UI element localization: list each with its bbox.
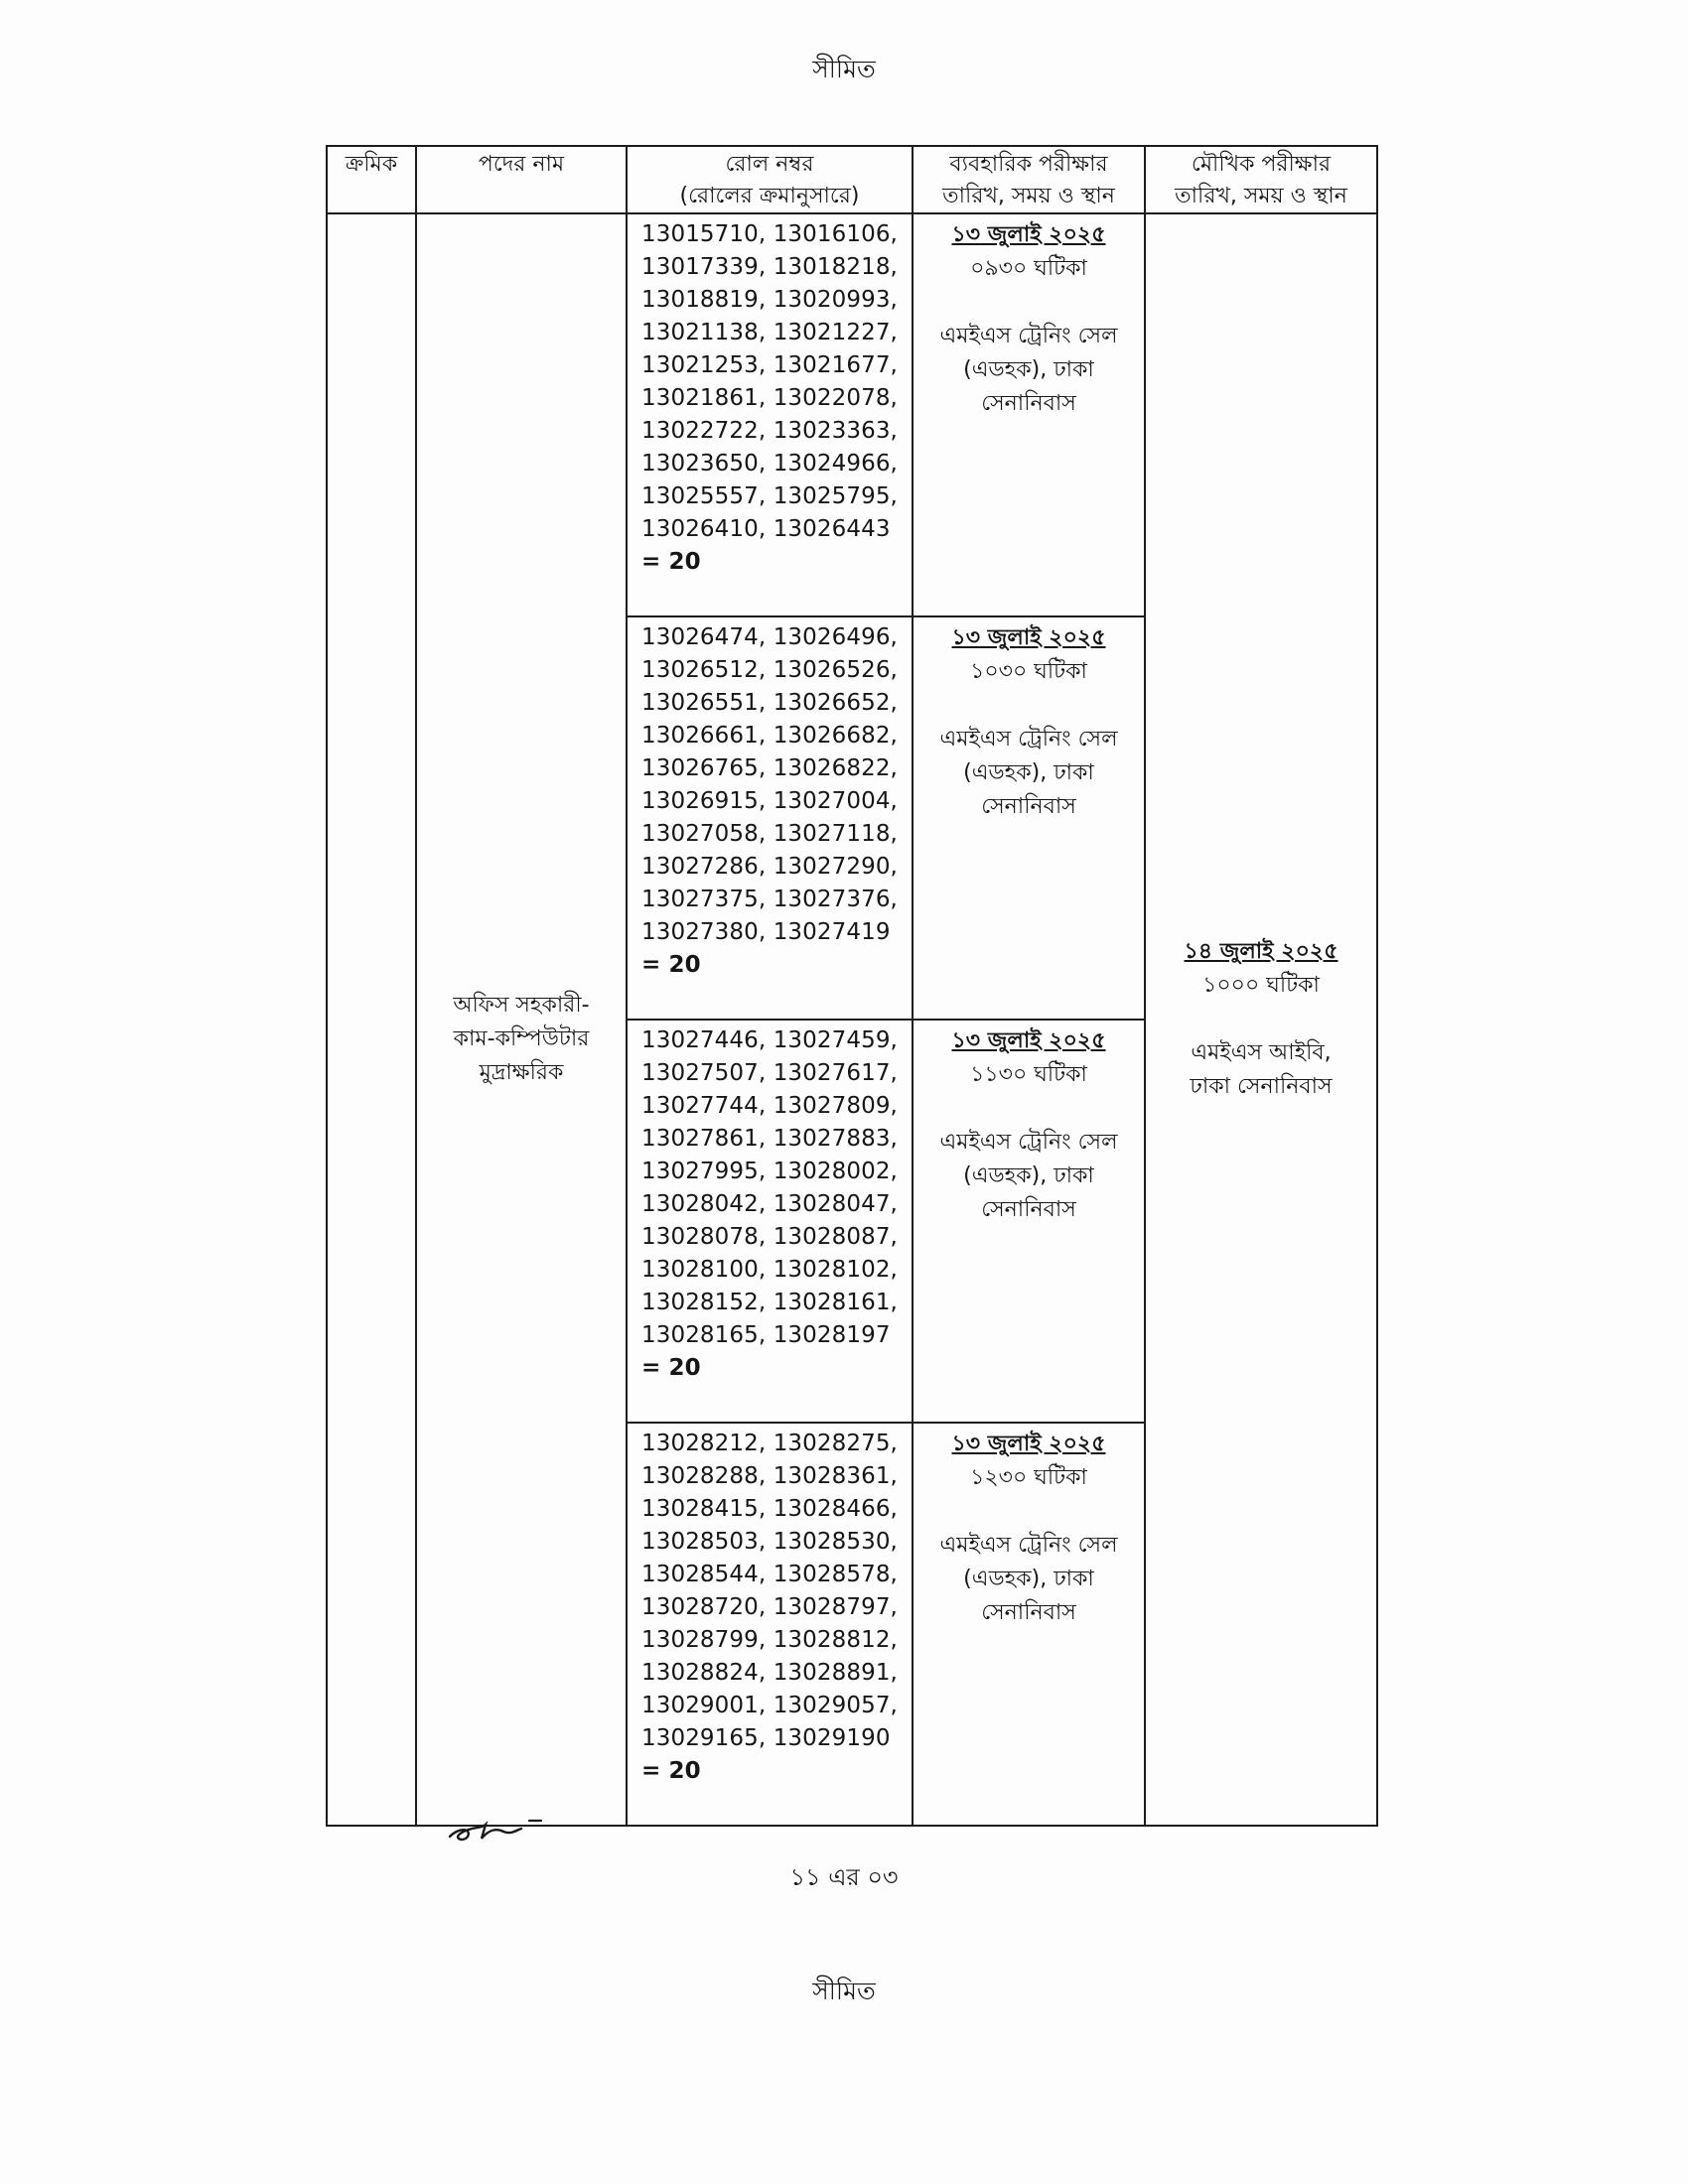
header-serial bbox=[327, 146, 416, 213]
roll-line: 13027058, 13027118, bbox=[641, 821, 898, 847]
practical-venue-line1: এমইএস ট্রেনিং সেল bbox=[939, 324, 1118, 348]
roll-line: 13015710, 13016106, bbox=[641, 221, 898, 247]
practical-venue-line3: সেনানিবাস bbox=[981, 1600, 1076, 1625]
roll-line: 13029001, 13029057, bbox=[641, 1693, 898, 1718]
spacer bbox=[914, 1092, 1144, 1126]
roll-line: 13027861, 13027883, bbox=[641, 1126, 898, 1152]
header-practical bbox=[913, 146, 1145, 213]
roll-line: 13025557, 13025795, bbox=[641, 483, 898, 509]
header-classification-mark: সীমিত bbox=[812, 55, 876, 83]
roll-line: 13028100, 13028102, bbox=[641, 1257, 898, 1283]
spacer bbox=[1146, 1003, 1376, 1036]
post-name-cell bbox=[416, 213, 627, 1826]
viva-time: ১০০০ ঘটিকা bbox=[1202, 973, 1320, 998]
roll-total: = 20 bbox=[641, 1758, 701, 1784]
roll-line: 13027380, 13027419 bbox=[641, 919, 891, 945]
roll-line: 13028824, 13028891, bbox=[641, 1660, 898, 1686]
roll-line: 13022722, 13023363, bbox=[641, 418, 898, 444]
roll-total: = 20 bbox=[641, 1355, 701, 1381]
practical-time: ১২৩০ ঘটিকা bbox=[970, 1465, 1087, 1490]
roll-total: = 20 bbox=[641, 549, 701, 575]
roll-line: 13028212, 13028275, bbox=[641, 1431, 898, 1456]
practical-cell-group-3 bbox=[913, 1020, 1145, 1423]
page-number: ১১ এর ০৩ bbox=[789, 1863, 899, 1891]
roll-line: 13028799, 13028812, bbox=[641, 1627, 898, 1653]
roll-line: 13027507, 13027617, bbox=[641, 1060, 898, 1086]
roll-line: 13027744, 13027809, bbox=[641, 1093, 898, 1119]
practical-venue-line2: (এডহক), ঢাকা bbox=[963, 760, 1094, 785]
header-viva bbox=[1145, 146, 1377, 213]
roll-cell-group-3 bbox=[627, 1020, 913, 1423]
roll-line: 13029165, 13029190 bbox=[641, 1725, 891, 1751]
header-viva-line1: মৌখিক পরীক্ষার bbox=[1191, 152, 1332, 177]
table-header-row bbox=[327, 146, 1377, 213]
practical-date: ১৩ জুলাই ২০২৫ bbox=[951, 1028, 1106, 1053]
header-practical-line1: ব্যবহারিক পরীক্ষার bbox=[949, 152, 1108, 177]
roll-line: 13027995, 13028002, bbox=[641, 1159, 898, 1184]
post-name-line3: মুদ্রাক্ষরিক bbox=[479, 1060, 564, 1085]
viva-date: ১৪ জুলাই ২০২৫ bbox=[1184, 939, 1338, 964]
spacer bbox=[914, 689, 1144, 723]
practical-cell-group-4 bbox=[913, 1423, 1145, 1826]
practical-venue-line3: সেনানিবাস bbox=[981, 794, 1076, 819]
practical-venue-line2: (এডহক), ঢাকা bbox=[963, 1567, 1094, 1591]
header-serial-text: ক্রমিক bbox=[345, 152, 398, 177]
roll-line: 13028720, 13028797, bbox=[641, 1594, 898, 1620]
practical-venue-line2: (এডহক), ঢাকা bbox=[963, 357, 1094, 382]
practical-date: ১৩ জুলাই ২০২৫ bbox=[951, 625, 1106, 650]
roll-line: 13021138, 13021227, bbox=[641, 320, 898, 345]
header-viva-line2: তারিখ, সময় ও স্থান bbox=[1175, 184, 1347, 208]
roll-line: 13018819, 13020993, bbox=[641, 287, 898, 313]
viva-venue-line1: এমইএস আইবি, bbox=[1191, 1040, 1332, 1065]
header-roll-line2: (রোলের ক্রমানুসারে) bbox=[679, 184, 860, 208]
practical-venue-line1: এমইএস ট্রেনিং সেল bbox=[939, 1533, 1118, 1558]
roll-line: 13026474, 13026496, bbox=[641, 624, 898, 650]
viva-venue-line2: ঢাকা সেনানিবাস bbox=[1190, 1074, 1333, 1099]
post-name-line1: অফিস সহকারী- bbox=[453, 993, 590, 1018]
header-roll-line1: রোল নম্বর bbox=[725, 152, 814, 177]
header-roll bbox=[627, 146, 913, 213]
practical-cell-group-1 bbox=[913, 213, 1145, 616]
roll-cell-group-1 bbox=[627, 213, 913, 616]
handwritten-signature-icon bbox=[442, 1799, 551, 1852]
footer-classification-mark: সীমিত bbox=[812, 1977, 876, 2005]
roll-line: 13028415, 13028466, bbox=[641, 1496, 898, 1522]
practical-venue-line1: এমইএস ট্রেনিং সেল bbox=[939, 727, 1118, 751]
roll-line: 13027286, 13027290, bbox=[641, 854, 898, 880]
roll-line: 13028288, 13028361, bbox=[641, 1463, 898, 1489]
roll-line: 13023650, 13024966, bbox=[641, 451, 898, 477]
practical-date: ১৩ জুলাই ২০২৫ bbox=[951, 222, 1106, 247]
roll-line: 13028152, 13028161, bbox=[641, 1290, 898, 1315]
header-post-text: পদের নাম bbox=[478, 152, 565, 177]
table-row bbox=[327, 213, 1377, 616]
practical-venue-line3: সেনানিবাস bbox=[981, 391, 1076, 416]
roll-line: 13021253, 13021677, bbox=[641, 352, 898, 378]
practical-date: ১৩ জুলাই ২০২৫ bbox=[951, 1432, 1106, 1456]
post-name-line2: কাম-কম্পিউটার bbox=[453, 1026, 590, 1051]
roll-line: 13028165, 13028197 bbox=[641, 1322, 891, 1348]
roll-line: 13017339, 13018218, bbox=[641, 254, 898, 280]
spacer bbox=[914, 1495, 1144, 1529]
roll-cell-group-4 bbox=[627, 1423, 913, 1826]
viva-cell bbox=[1145, 213, 1377, 1826]
roll-line: 13021861, 13022078, bbox=[641, 385, 898, 411]
serial-cell bbox=[327, 213, 416, 1826]
roll-line: 13026765, 13026822, bbox=[641, 755, 898, 781]
roll-line: 13026661, 13026682, bbox=[641, 723, 898, 749]
spacer bbox=[914, 286, 1144, 320]
practical-venue-line2: (এডহক), ঢাকা bbox=[963, 1163, 1094, 1188]
roll-line: 13026551, 13026652, bbox=[641, 690, 898, 716]
roll-line: 13028078, 13028087, bbox=[641, 1224, 898, 1250]
practical-cell-group-2 bbox=[913, 616, 1145, 1020]
roll-line: 13026512, 13026526, bbox=[641, 657, 898, 683]
header-post bbox=[416, 146, 627, 213]
roll-line: 13026410, 13026443 bbox=[641, 516, 891, 542]
roll-line: 13027446, 13027459, bbox=[641, 1027, 898, 1053]
roll-line: 13027375, 13027376, bbox=[641, 887, 898, 912]
exam-schedule-table bbox=[326, 145, 1378, 1827]
practical-time: ১০৩০ ঘটিকা bbox=[970, 659, 1087, 684]
roll-line: 13028544, 13028578, bbox=[641, 1562, 898, 1587]
header-practical-line2: তারিখ, সময় ও স্থান bbox=[942, 184, 1115, 208]
practical-venue-line3: সেনানিবাস bbox=[981, 1197, 1076, 1222]
roll-line: 13026915, 13027004, bbox=[641, 788, 898, 814]
roll-total: = 20 bbox=[641, 952, 701, 978]
practical-time: ১১৩০ ঘটিকা bbox=[970, 1062, 1087, 1087]
roll-line: 13028042, 13028047, bbox=[641, 1191, 898, 1217]
practical-time: ০৯৩০ ঘটিকা bbox=[970, 256, 1087, 281]
roll-line: 13028503, 13028530, bbox=[641, 1529, 898, 1555]
roll-cell-group-2 bbox=[627, 616, 913, 1020]
practical-venue-line1: এমইএস ট্রেনিং সেল bbox=[939, 1130, 1118, 1155]
